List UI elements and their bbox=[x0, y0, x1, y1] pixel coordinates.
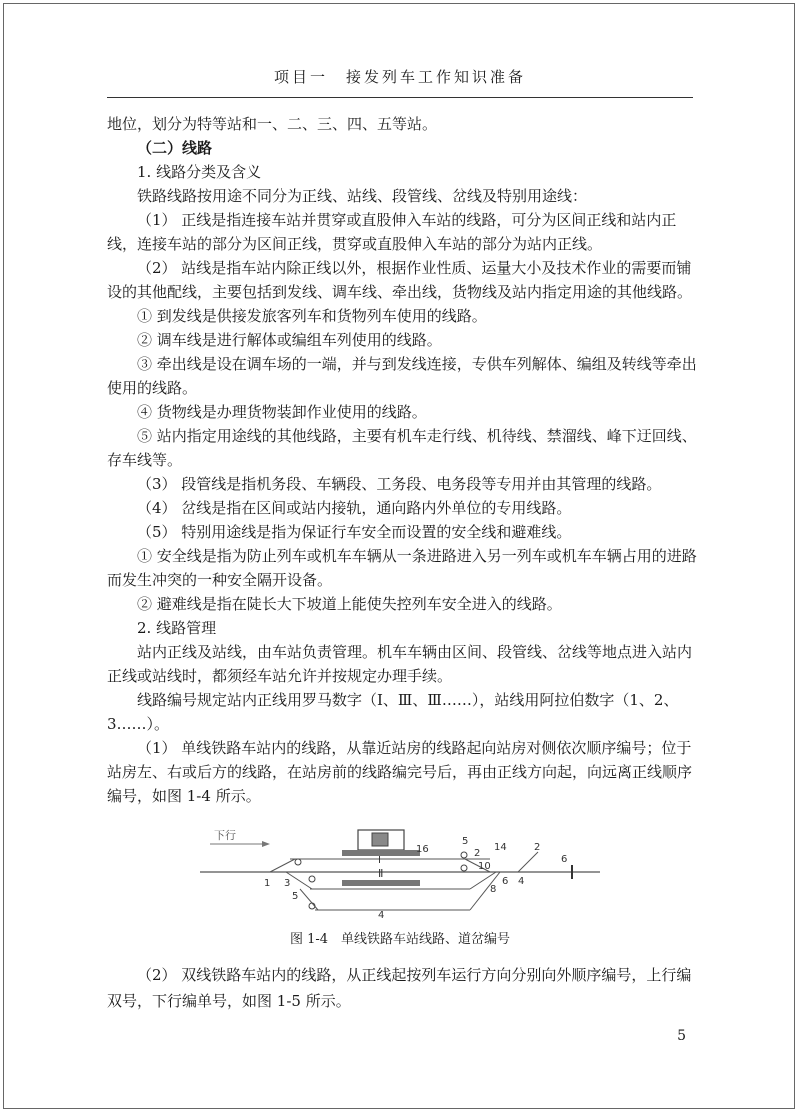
list-item: ② 调车线是进行解体或编组车列使用的线路。 bbox=[137, 331, 442, 349]
paragraph: 站内正线及站线，由车站负责管理。机车车辆由区间、段管线、岔线等地点进入站内正线或站线时，都须经车站允许并按规定办理手续。 bbox=[107, 643, 693, 685]
label-14: 14 bbox=[494, 842, 507, 853]
list-item: ② 避难线是指在陡长大下坡道上能使失控列车安全进入的线路。 bbox=[137, 595, 562, 613]
platform-1 bbox=[342, 850, 420, 856]
paragraph: 地位，划分为特等站和一、二、三、四、五等站。 bbox=[107, 115, 438, 133]
direction-label: 下行 bbox=[214, 829, 236, 842]
signal-icon bbox=[461, 865, 467, 871]
subsection-heading: 1. 线路分类及含义 bbox=[137, 163, 262, 181]
switch-label-1: 1 bbox=[264, 878, 271, 889]
paragraph: （1） 正线是指连接车站并贯穿或直股伸入车站的线路，可分为区间正线和站内正线，连接车站的部分为区间正线，贯穿或直股伸入车站的部分为站内正线。 bbox=[107, 211, 677, 253]
subsection-heading: 2. 线路管理 bbox=[137, 619, 217, 637]
line-label-4: 4 bbox=[378, 910, 385, 921]
line-label-I: Ⅰ bbox=[378, 855, 381, 866]
page-number: 5 bbox=[677, 1028, 686, 1044]
paragraph: （2） 站线是指车站内除正线以外，根据作业性质、运量大小及技术作业的需要而铺设的其他配线，主要包括到发线、调车线、牵出线，货物线及站内指定用途的其他线路。 bbox=[107, 259, 693, 301]
list-item: ① 安全线是指为防止列车或机车车辆从一条进路进入另一列车或机车车辆占用的进路而发生冲突的一种安全隔开设备。 bbox=[107, 547, 697, 589]
switch-label-3: 3 bbox=[284, 878, 291, 889]
station-track-diagram bbox=[200, 822, 600, 924]
main-line-label: Ⅱ bbox=[378, 867, 384, 880]
paragraph: （1） 单线铁路车站内的线路，从靠近站房的线路起向站房对侧依次顺序编号；位于站房左、右或后方的线路，在站房前的线路编完号后，再由正线方向起，向远离正线顺序编号，如图 1-4 所示。 bbox=[107, 739, 693, 805]
label-8: 8 bbox=[490, 884, 497, 895]
paragraph: （4） 岔线是指在区间或站内接轨，通向路内外单位的专用线路。 bbox=[137, 499, 572, 517]
label-4-right: 4 bbox=[518, 876, 525, 887]
body-text-continued bbox=[107, 962, 697, 1014]
siding-track bbox=[518, 852, 538, 872]
direction-arrow-head bbox=[262, 841, 270, 847]
track-diagram-svg bbox=[200, 822, 600, 924]
label-2-right: 2 bbox=[474, 848, 481, 859]
label-6-far: 6 bbox=[561, 854, 568, 865]
paragraph: （5） 特别用途线是指为保证行车安全而设置的安全线和避难线。 bbox=[137, 523, 572, 541]
header-rule bbox=[107, 97, 693, 98]
label-5-right: 5 bbox=[462, 836, 469, 847]
platform-2 bbox=[342, 880, 420, 886]
label-16: 16 bbox=[416, 844, 429, 855]
label-10: 10 bbox=[478, 861, 491, 872]
list-item: ① 到发线是供接发旅客列车和货物列车使用的线路。 bbox=[137, 307, 487, 325]
running-header: 项目一 接发列车工作知识准备 bbox=[273, 68, 526, 86]
signal-icon bbox=[295, 859, 301, 865]
paragraph: （2） 双线铁路车站内的线路，从正线起按列车运行方向分别向外顺序编号，上行编双号，下行编单号，如图 1-5 所示。 bbox=[107, 966, 692, 1010]
paragraph: 铁路线路按用途不同分为正线、站线、段管线、岔线及特别用途线： bbox=[137, 187, 588, 205]
label-2-far: 2 bbox=[534, 842, 541, 853]
paragraph: 线路编号规定站内正线用罗马数字（Ⅰ、Ⅲ、Ⅲ……），站线用阿拉伯数字（1、2、3……）。 bbox=[107, 691, 679, 733]
signal-icon bbox=[309, 876, 315, 882]
turnout-1 bbox=[270, 859, 295, 872]
list-item: ⑤ 站内指定用途线的其他线路，主要有机车走行线、机待线、禁溜线、峰下迂回线、存车线等。 bbox=[107, 427, 697, 469]
list-item: ③ 牵出线是设在调车场的一端，并与到发线连接，专供车列解体、编组及转线等牵出使用的线路。 bbox=[107, 355, 697, 397]
paragraph: （3） 段管线是指机务段、车辆段、工务段、电务段等专用并由其管理的线路。 bbox=[137, 475, 662, 493]
figure-caption: 图 1-4 单线铁路车站线路、道岔编号 bbox=[289, 932, 511, 947]
list-item: ④ 货物线是办理货物装卸作业使用的线路。 bbox=[137, 403, 427, 421]
label-6-right: 6 bbox=[502, 876, 509, 887]
body-text bbox=[107, 112, 697, 808]
section-heading: （二）线路 bbox=[137, 139, 213, 157]
signal-icon bbox=[461, 852, 467, 858]
switch-label-5: 5 bbox=[292, 891, 299, 902]
station-building-core bbox=[372, 833, 388, 846]
